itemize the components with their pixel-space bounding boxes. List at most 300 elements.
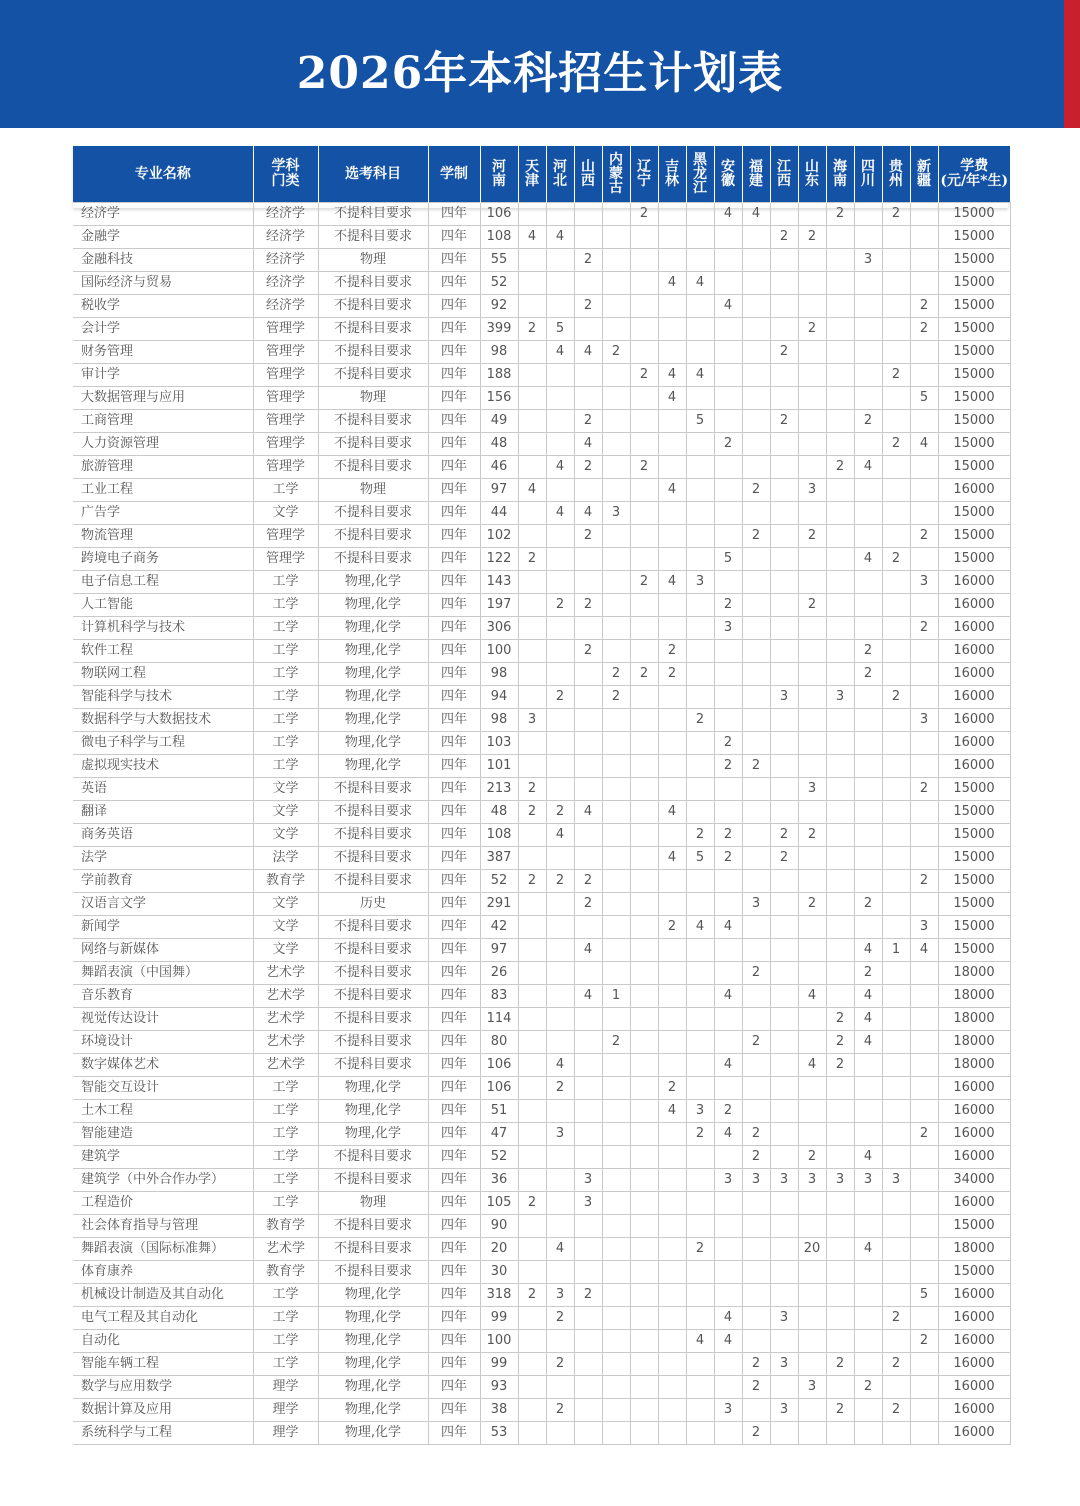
table-cell: 管理学: [253, 410, 318, 433]
table-cell: 4: [686, 364, 714, 387]
table-cell: [630, 1146, 658, 1169]
table-cell: [854, 1284, 882, 1307]
table-cell: 2: [770, 226, 798, 249]
table-cell: [630, 870, 658, 893]
table-cell: [882, 479, 910, 502]
table-cell: 106: [480, 203, 518, 226]
table-cell: 2: [602, 341, 630, 364]
table-cell: [714, 341, 742, 364]
table-cell: 四年: [428, 1422, 480, 1445]
table-cell: 2: [742, 1353, 770, 1376]
table-cell: [714, 479, 742, 502]
table-cell: [630, 1261, 658, 1284]
table-cell: 四年: [428, 249, 480, 272]
table-cell: 四年: [428, 318, 480, 341]
table-cell: 18000: [938, 1031, 1010, 1054]
table-cell: [686, 1376, 714, 1399]
table-cell: 4: [658, 801, 686, 824]
table-cell: [882, 1123, 910, 1146]
table-cell: [574, 1146, 602, 1169]
table-cell: [882, 916, 910, 939]
table-cell: [658, 295, 686, 318]
table-cell: [714, 410, 742, 433]
table-cell: [798, 1307, 826, 1330]
table-cell: 四年: [428, 1284, 480, 1307]
table-cell: [546, 1100, 574, 1123]
table-cell: [742, 318, 770, 341]
table-cell: [826, 939, 854, 962]
table-cell: [518, 617, 546, 640]
table-cell: 15000: [938, 203, 1010, 226]
table-cell: 2: [574, 295, 602, 318]
table-cell: [574, 571, 602, 594]
table-cell: 2: [854, 1376, 882, 1399]
table-cell: 44: [480, 502, 518, 525]
table-cell: [826, 663, 854, 686]
table-cell: [630, 709, 658, 732]
table-cell: 3: [770, 1399, 798, 1422]
table-cell: [854, 686, 882, 709]
table-cell: [854, 1399, 882, 1422]
table-cell: [518, 433, 546, 456]
table-cell: 2: [910, 525, 938, 548]
table-cell: [854, 1330, 882, 1353]
table-cell: 法学: [73, 847, 253, 870]
table-cell: [910, 1353, 938, 1376]
table-cell: [826, 1123, 854, 1146]
table-cell: 36: [480, 1169, 518, 1192]
table-cell: [630, 1123, 658, 1146]
table-cell: 5: [686, 847, 714, 870]
table-cell: 291: [480, 893, 518, 916]
table-cell: [798, 1008, 826, 1031]
table-cell: 4: [574, 433, 602, 456]
table-cell: [686, 962, 714, 985]
table-cell: [602, 1284, 630, 1307]
table-cell: [742, 1261, 770, 1284]
table-cell: [910, 1077, 938, 1100]
table-cell: [910, 456, 938, 479]
table-cell: 四年: [428, 939, 480, 962]
table-cell: [630, 755, 658, 778]
table-cell: [882, 525, 910, 548]
table-cell: [518, 364, 546, 387]
table-cell: 3: [798, 1169, 826, 1192]
table-cell: [854, 479, 882, 502]
table-cell: [798, 502, 826, 525]
table-cell: [714, 686, 742, 709]
column-header-label: 学制: [440, 165, 468, 182]
table-cell: 不提科目要求: [318, 962, 428, 985]
table-cell: 100: [480, 640, 518, 663]
table-cell: 四年: [428, 801, 480, 824]
table-cell: 物理: [318, 1192, 428, 1215]
table-cell: 5: [686, 410, 714, 433]
table-cell: [574, 755, 602, 778]
table-cell: 92: [480, 295, 518, 318]
table-cell: [574, 778, 602, 801]
table-cell: [910, 1192, 938, 1215]
table-cell: 2: [882, 433, 910, 456]
table-cell: [854, 1100, 882, 1123]
table-cell: 2: [686, 1238, 714, 1261]
table-cell: [714, 939, 742, 962]
table-cell: [910, 962, 938, 985]
table-cell: [658, 1261, 686, 1284]
table-cell: [742, 1399, 770, 1422]
table-row: [73, 525, 1010, 548]
table-row: [73, 1376, 1010, 1399]
table-cell: 2: [798, 226, 826, 249]
table-cell: [742, 364, 770, 387]
table-cell: [854, 295, 882, 318]
table-cell: [518, 525, 546, 548]
table-cell: 156: [480, 387, 518, 410]
table-cell: 物理,化学: [318, 617, 428, 640]
table-cell: 2: [742, 962, 770, 985]
table-cell: 2: [854, 640, 882, 663]
table-cell: [574, 318, 602, 341]
table-cell: 98: [480, 341, 518, 364]
table-cell: [770, 502, 798, 525]
table-cell: [574, 732, 602, 755]
table-cell: [602, 226, 630, 249]
table-cell: [630, 433, 658, 456]
table-row: [73, 1077, 1010, 1100]
plan-table: [73, 146, 1011, 1445]
table-cell: [630, 249, 658, 272]
table-cell: [882, 893, 910, 916]
table-cell: [798, 847, 826, 870]
table-cell: [826, 1146, 854, 1169]
table-cell: [546, 985, 574, 1008]
table-cell: 2: [770, 341, 798, 364]
table-row: [73, 1146, 1010, 1169]
table-cell: [910, 272, 938, 295]
table-cell: 不提科目要求: [318, 341, 428, 364]
table-cell: [574, 1238, 602, 1261]
table-cell: 3: [826, 686, 854, 709]
table-cell: 不提科目要求: [318, 1146, 428, 1169]
table-cell: [882, 709, 910, 732]
table-cell: 四年: [428, 1376, 480, 1399]
table-cell: 16000: [938, 1399, 1010, 1422]
table-cell: [882, 1376, 910, 1399]
table-cell: [854, 778, 882, 801]
table-cell: 不提科目要求: [318, 870, 428, 893]
table-cell: [826, 502, 854, 525]
table-cell: 4: [658, 479, 686, 502]
table-cell: 97: [480, 479, 518, 502]
table-cell: 物理: [318, 479, 428, 502]
table-cell: [798, 1215, 826, 1238]
table-cell: [686, 594, 714, 617]
table-cell: [742, 1054, 770, 1077]
table-cell: [910, 1307, 938, 1330]
table-cell: [910, 1146, 938, 1169]
table-cell: [686, 318, 714, 341]
table-cell: 文学: [253, 502, 318, 525]
table-cell: [546, 1008, 574, 1031]
table-cell: [798, 916, 826, 939]
column-header-label: 天 津: [525, 159, 539, 189]
table-cell: 94: [480, 686, 518, 709]
table-cell: 不提科目要求: [318, 318, 428, 341]
table-cell: [630, 502, 658, 525]
table-cell: 四年: [428, 1238, 480, 1261]
table-cell: 四年: [428, 709, 480, 732]
table-cell: 15000: [938, 249, 1010, 272]
table-cell: 2: [854, 410, 882, 433]
table-cell: [742, 1307, 770, 1330]
table-cell: 音乐教育: [73, 985, 253, 1008]
table-cell: 4: [546, 502, 574, 525]
table-cell: [882, 1192, 910, 1215]
table-cell: 2: [798, 893, 826, 916]
table-cell: 工学: [253, 1077, 318, 1100]
table-cell: [518, 847, 546, 870]
table-cell: 工学: [253, 571, 318, 594]
table-cell: [770, 962, 798, 985]
table-cell: [742, 617, 770, 640]
table-cell: 2: [826, 1031, 854, 1054]
table-cell: 399: [480, 318, 518, 341]
table-cell: 不提科目要求: [318, 1054, 428, 1077]
table-cell: [770, 456, 798, 479]
table-cell: [574, 1008, 602, 1031]
table-cell: [602, 479, 630, 502]
table-cell: [770, 1123, 798, 1146]
table-cell: [854, 1353, 882, 1376]
table-cell: [518, 962, 546, 985]
table-cell: [714, 1376, 742, 1399]
table-cell: 不提科目要求: [318, 295, 428, 318]
table-cell: 48: [480, 801, 518, 824]
table-cell: [714, 1077, 742, 1100]
table-cell: [882, 640, 910, 663]
table-cell: [518, 1123, 546, 1146]
table-cell: 四年: [428, 1353, 480, 1376]
table-cell: 四年: [428, 594, 480, 617]
table-cell: [882, 249, 910, 272]
table-cell: 四年: [428, 203, 480, 226]
table-cell: [910, 847, 938, 870]
column-header-label: 学费 (元/年*生): [940, 158, 1009, 189]
table-cell: 188: [480, 364, 518, 387]
table-cell: 教育学: [253, 1261, 318, 1284]
column-header-label: 山 东: [805, 159, 819, 189]
table-row: [73, 203, 1010, 226]
table-cell: 四年: [428, 870, 480, 893]
table-cell: 税收学: [73, 295, 253, 318]
table-cell: 英语: [73, 778, 253, 801]
table-cell: 不提科目要求: [318, 847, 428, 870]
table-cell: [574, 1399, 602, 1422]
table-cell: [686, 1307, 714, 1330]
table-cell: [770, 870, 798, 893]
table-cell: [882, 1146, 910, 1169]
table-cell: 47: [480, 1123, 518, 1146]
table-cell: 工学: [253, 1123, 318, 1146]
table-cell: 16000: [938, 617, 1010, 640]
table-cell: [574, 1376, 602, 1399]
table-cell: [798, 433, 826, 456]
table-cell: 物理: [318, 387, 428, 410]
table-cell: [798, 732, 826, 755]
table-cell: [742, 1284, 770, 1307]
table-row: [73, 1238, 1010, 1261]
table-cell: [770, 433, 798, 456]
table-cell: 国际经济与贸易: [73, 272, 253, 295]
table-cell: 20: [480, 1238, 518, 1261]
table-cell: 物理,化学: [318, 571, 428, 594]
table-cell: [602, 1146, 630, 1169]
table-cell: 2: [630, 203, 658, 226]
table-cell: 四年: [428, 525, 480, 548]
table-cell: 2: [574, 249, 602, 272]
table-cell: [910, 548, 938, 571]
table-cell: 工学: [253, 640, 318, 663]
table-cell: 四年: [428, 1123, 480, 1146]
table-cell: 4: [518, 226, 546, 249]
table-cell: 2: [630, 364, 658, 387]
table-cell: 2: [826, 456, 854, 479]
table-cell: [518, 1353, 546, 1376]
table-cell: [714, 525, 742, 548]
table-cell: [546, 962, 574, 985]
table-cell: [798, 1123, 826, 1146]
table-cell: 2: [658, 1077, 686, 1100]
table-cell: [686, 387, 714, 410]
table-cell: [630, 985, 658, 1008]
table-cell: [686, 663, 714, 686]
table-row: [73, 1031, 1010, 1054]
table-cell: [630, 939, 658, 962]
table-cell: 4: [854, 456, 882, 479]
table-cell: 2: [826, 1054, 854, 1077]
table-cell: [770, 479, 798, 502]
table-cell: [742, 663, 770, 686]
table-cell: [770, 755, 798, 778]
table-cell: 2: [910, 295, 938, 318]
table-cell: 四年: [428, 410, 480, 433]
table-cell: [602, 755, 630, 778]
table-cell: [630, 1353, 658, 1376]
table-cell: [882, 1238, 910, 1261]
table-cell: [742, 1008, 770, 1031]
table-cell: 2: [742, 1376, 770, 1399]
table-cell: [770, 364, 798, 387]
table-cell: 2: [714, 755, 742, 778]
table-cell: 教育学: [253, 870, 318, 893]
table-cell: 管理学: [253, 341, 318, 364]
table-cell: 舞蹈表演（中国舞）: [73, 962, 253, 985]
table-cell: 18000: [938, 962, 1010, 985]
table-cell: [602, 939, 630, 962]
table-cell: 16000: [938, 663, 1010, 686]
table-cell: [826, 249, 854, 272]
table-cell: [882, 272, 910, 295]
table-cell: [770, 272, 798, 295]
table-cell: [686, 893, 714, 916]
table-cell: [574, 387, 602, 410]
table-row: [73, 226, 1010, 249]
table-cell: 物理,化学: [318, 1376, 428, 1399]
table-cell: 物理,化学: [318, 640, 428, 663]
table-cell: [882, 456, 910, 479]
table-cell: 53: [480, 1422, 518, 1445]
table-row: [73, 686, 1010, 709]
table-cell: [686, 226, 714, 249]
table-cell: [742, 709, 770, 732]
table-cell: [826, 1376, 854, 1399]
table-cell: 工学: [253, 1146, 318, 1169]
table-cell: [826, 1330, 854, 1353]
table-cell: [658, 1307, 686, 1330]
table-cell: [770, 1284, 798, 1307]
table-cell: 16000: [938, 1330, 1010, 1353]
table-row: [73, 318, 1010, 341]
table-cell: 5: [910, 1284, 938, 1307]
table-cell: 管理学: [253, 364, 318, 387]
table-row: [73, 1261, 1010, 1284]
table-cell: 15000: [938, 272, 1010, 295]
table-cell: 四年: [428, 1008, 480, 1031]
table-cell: [630, 732, 658, 755]
table-row: [73, 985, 1010, 1008]
table-cell: [658, 525, 686, 548]
table-cell: 4: [742, 203, 770, 226]
table-cell: [574, 1215, 602, 1238]
table-cell: 工学: [253, 1100, 318, 1123]
table-cell: 四年: [428, 387, 480, 410]
table-cell: 4: [658, 364, 686, 387]
table-cell: [770, 801, 798, 824]
table-cell: 4: [658, 1100, 686, 1123]
table-cell: [546, 571, 574, 594]
table-cell: 16000: [938, 1307, 1010, 1330]
table-cell: [882, 295, 910, 318]
table-cell: 汉语言文学: [73, 893, 253, 916]
table-cell: 2: [770, 847, 798, 870]
table-cell: [546, 272, 574, 295]
column-header: [686, 146, 714, 203]
table-cell: 数据科学与大数据技术: [73, 709, 253, 732]
table-cell: [658, 1215, 686, 1238]
table-cell: 20: [798, 1238, 826, 1261]
table-cell: [910, 801, 938, 824]
table-cell: [658, 410, 686, 433]
table-cell: 15000: [938, 847, 1010, 870]
table-cell: [658, 1031, 686, 1054]
table-cell: [770, 1146, 798, 1169]
table-cell: [742, 272, 770, 295]
table-cell: [658, 1192, 686, 1215]
table-cell: 4: [854, 1238, 882, 1261]
table-cell: [546, 1146, 574, 1169]
table-cell: 四年: [428, 341, 480, 364]
table-cell: [518, 1376, 546, 1399]
table-cell: [742, 1238, 770, 1261]
table-cell: 387: [480, 847, 518, 870]
table-cell: [602, 203, 630, 226]
table-cell: 3: [854, 1169, 882, 1192]
column-header-label: 吉 林: [665, 159, 679, 189]
table-cell: [686, 778, 714, 801]
table-cell: 16000: [938, 1284, 1010, 1307]
table-cell: [714, 1284, 742, 1307]
table-cell: 3: [882, 1169, 910, 1192]
